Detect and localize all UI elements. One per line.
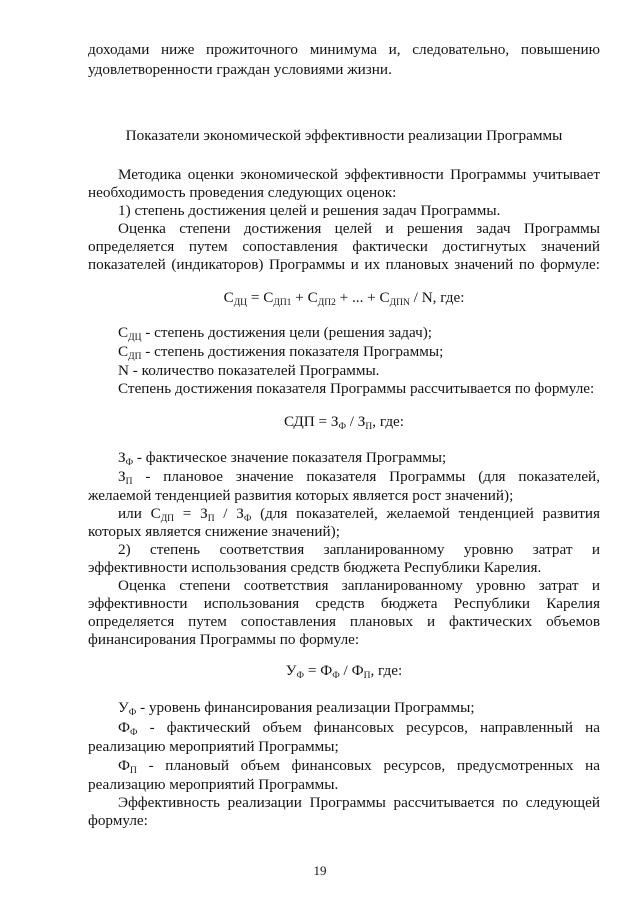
definition-line: или $С_{ДП} = З_П / З_Ф$ (для показателей, желаемой тенденцией развития (118, 505, 600, 524)
body-text-line: эффективности использования средств бюджета Республики Карелия. (88, 559, 542, 576)
page-number: 19 (313, 863, 327, 878)
body-text-line: Оценка степени достижения целей и решения задач Программы (118, 220, 600, 237)
body-text-line: показателей (индикаторов) Программы и их плановых значений по формуле: (88, 256, 600, 273)
body-text-line: определяется путем сопоставления плановых и фактических объемов (88, 613, 600, 630)
formula-indicator-achievement: СДП = $З_Ф / З_П$, где: (283, 413, 405, 432)
definition-line: $З_Ф$ - фактическое значение показателя Программы; (118, 449, 447, 468)
list-item: 2) степень соответствия запланированному уровню затрат и (118, 541, 600, 558)
definition-line: $З_П$ - плановое значение показателя Программы (для показателей, (118, 468, 600, 487)
body-text-line: реализацию мероприятий Программы; (88, 738, 339, 755)
body-text-line: эффективности использования средств бюджета Республики Карелия (88, 595, 600, 612)
formula-financing-level: $У_Ф = Ф_Ф / Ф_П$, где: (285, 662, 403, 681)
body-text-line: Методика оценки экономической эффективности Программы учитывает (118, 166, 600, 183)
list-item: 1) степень достижения целей и решения задач Программы. (118, 202, 501, 219)
definition-line: $Ф_П$ - плановый объем финансовых ресурсов, предусмотренных на (118, 757, 600, 776)
body-text-line: финансирования Программы по формуле: (88, 631, 360, 648)
formula-goal-achievement: $С_{ДЦ} = С_{ДП1} + С_{ДП2}$ + ... + $С_{ДПN}$ / N, где: (223, 289, 465, 308)
body-text-line: удовлетворенности граждан условиями жизни. (88, 61, 392, 78)
definition-line: N - количество показателей Программы. (118, 362, 380, 379)
body-text-line: желаемой тенденцией развития которых является рост значений); (88, 487, 514, 504)
body-text-line: реализацию мероприятий Программы. (88, 776, 339, 793)
body-text-line: доходами ниже прожиточного минимума и, следовательно, повышению (88, 41, 600, 58)
body-text-line: Оценка степени соответствия запланированному уровню затрат и (118, 577, 600, 594)
body-text-line: Степень достижения показателя Программы рассчитывается по формуле: (118, 380, 595, 397)
definition-line: $Ф_Ф$ - фактический объем финансовых ресурсов, направленный на (118, 719, 600, 738)
definition-line: $С_{ДП}$ - степень достижения показателя Программы; (118, 343, 444, 362)
section-title: Показатели экономической эффективности реализации Программы (125, 127, 563, 144)
definition-line: $С_{ДЦ}$ - степень достижения цели (решения задач); (118, 324, 433, 343)
body-text-line: необходимость проведения следующих оценок: (88, 184, 397, 201)
body-text-line: определяется путем сопоставления фактически достигнутых значений (88, 238, 600, 255)
body-text-line: формуле: (88, 812, 148, 829)
body-text-line: которых является снижение значений); (88, 523, 340, 540)
definition-line: $У_Ф$ - уровень финансирования реализации Программы; (118, 699, 475, 718)
body-text-line: Эффективность реализации Программы рассчитывается по следующей (118, 794, 600, 811)
